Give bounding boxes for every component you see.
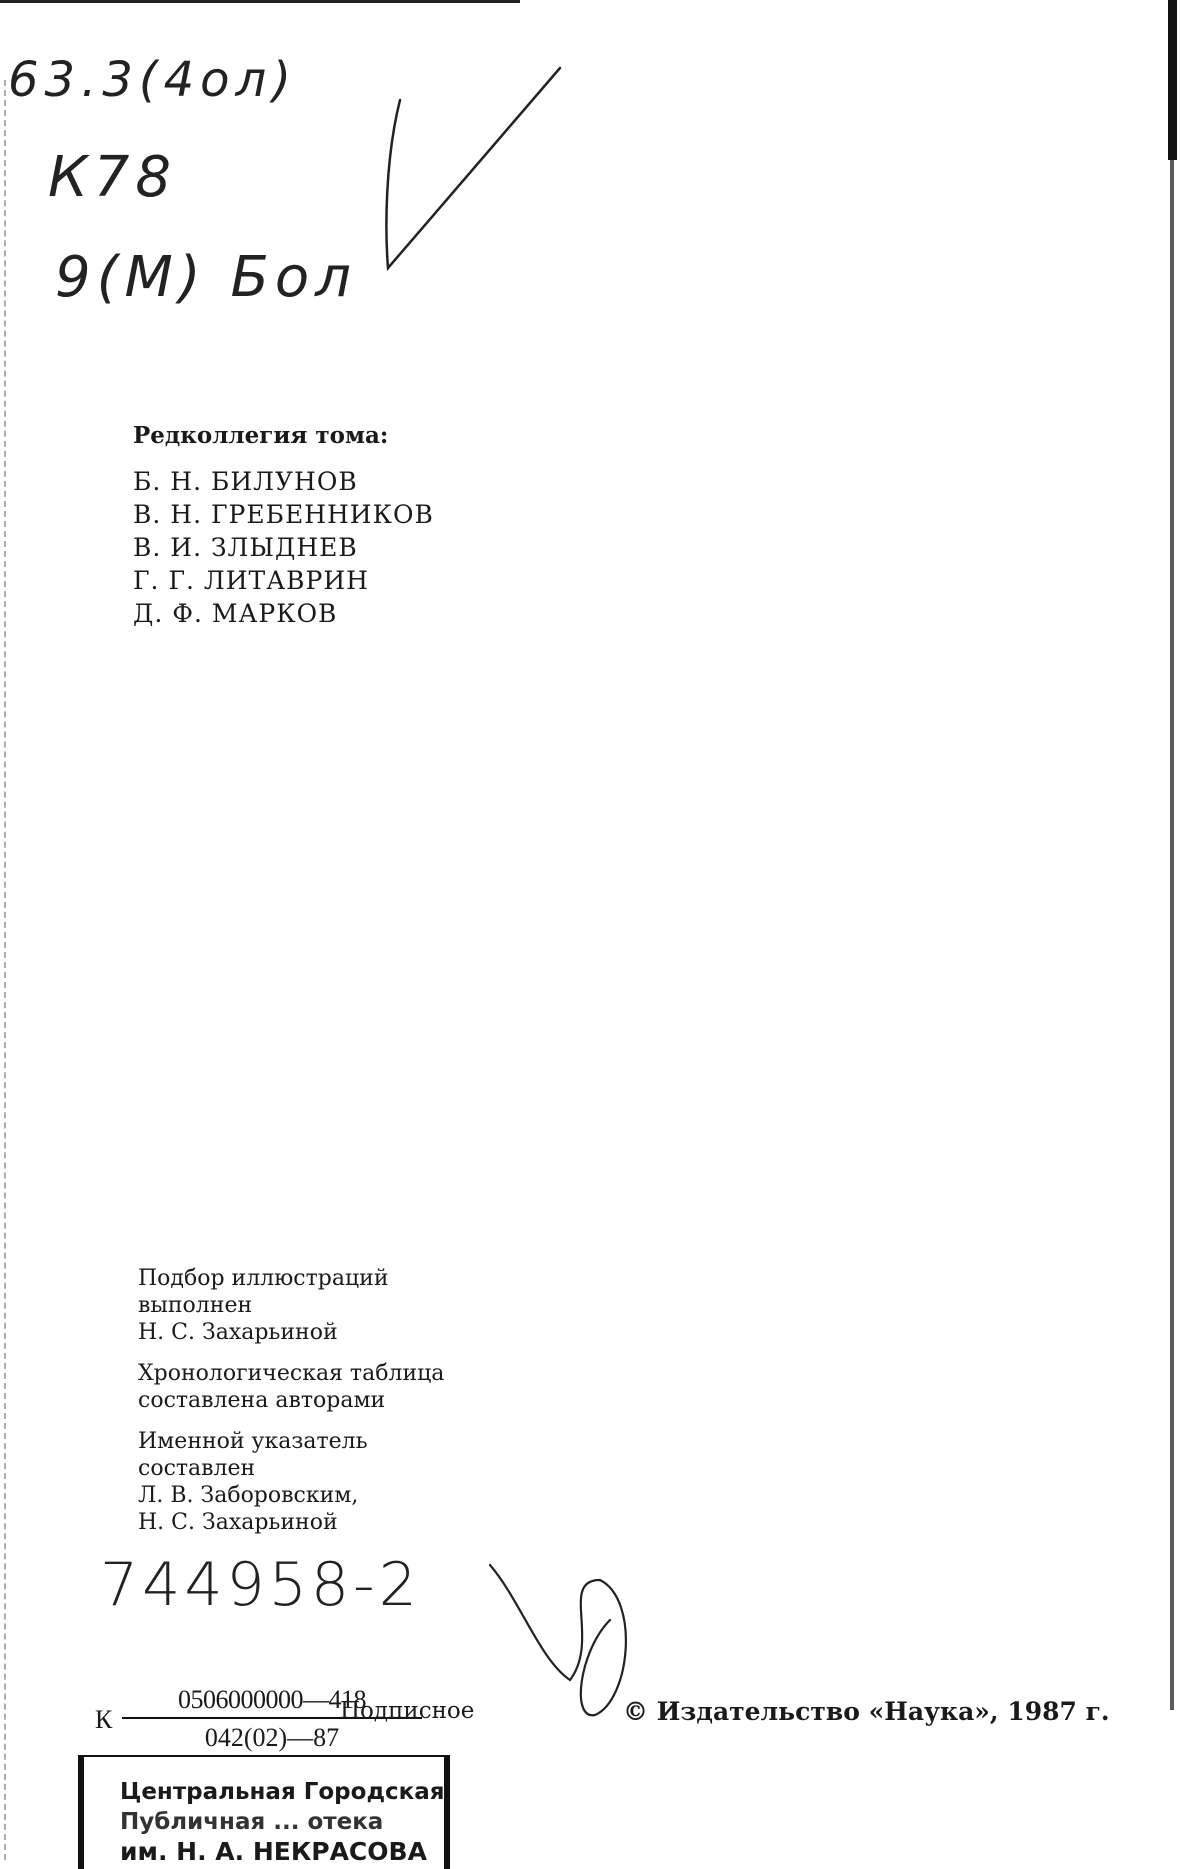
check-mark bbox=[386, 68, 560, 268]
stamp-line: им. Н. А. НЕКРАСОВА bbox=[120, 1837, 427, 1866]
editorial-board-heading: Редколлегия тома: bbox=[133, 422, 389, 449]
library-stamp bbox=[78, 1755, 450, 1869]
credits bbox=[138, 1265, 444, 1550]
handwritten-inventory-number: 744958-2 bbox=[100, 1550, 421, 1620]
credit-line: Именной указатель bbox=[138, 1429, 368, 1454]
editorial-board-list bbox=[133, 465, 434, 630]
copyright-notice: © Издательство «Наука», 1987 г. bbox=[623, 1697, 1110, 1726]
handwritten-classification-code: 63.3(4ол) bbox=[8, 52, 297, 108]
credit-chronology bbox=[138, 1360, 444, 1414]
credit-line: Н. С. Захарьиной bbox=[138, 1320, 338, 1345]
signature-scribble bbox=[490, 1565, 626, 1715]
credit-line: составлена авторами bbox=[138, 1388, 386, 1413]
credit-illustrations bbox=[138, 1265, 444, 1346]
editorial-board bbox=[133, 422, 434, 630]
credit-line: составлен bbox=[138, 1456, 256, 1481]
credit-line: Н. С. Захарьиной bbox=[138, 1510, 338, 1535]
credit-line: выполнен bbox=[138, 1293, 253, 1318]
subscription-note: Подписное bbox=[340, 1698, 475, 1724]
stamp-line: Публичная ... отека bbox=[120, 1809, 384, 1835]
editor-name: Г. Г. ЛИТАВРИН bbox=[133, 565, 369, 595]
editor-name: Д. Ф. МАРКОВ bbox=[133, 598, 338, 628]
stamp-line: Центральная Городская bbox=[120, 1779, 445, 1805]
classification-denominator: 042(02)—87 bbox=[204, 1723, 340, 1752]
credit-line: Л. В. Заборовским, bbox=[138, 1483, 359, 1508]
editor-name: В. И. ЗЛЫДНЕВ bbox=[133, 532, 358, 562]
credit-line: Хронологическая таблица bbox=[138, 1361, 445, 1386]
handwritten-author-mark: К78 bbox=[48, 145, 178, 210]
classification-letter: К bbox=[95, 1705, 113, 1734]
credit-line: Подбор иллюстраций bbox=[138, 1266, 389, 1291]
editor-name: В. Н. ГРЕБЕННИКОВ bbox=[133, 499, 434, 529]
credit-index bbox=[138, 1428, 444, 1536]
editor-name: Б. Н. БИЛУНОВ bbox=[133, 466, 358, 496]
classification-numerator: 0506000000—418 bbox=[122, 1685, 422, 1719]
handwritten-subject-code: 9(М) Бол bbox=[55, 245, 357, 310]
